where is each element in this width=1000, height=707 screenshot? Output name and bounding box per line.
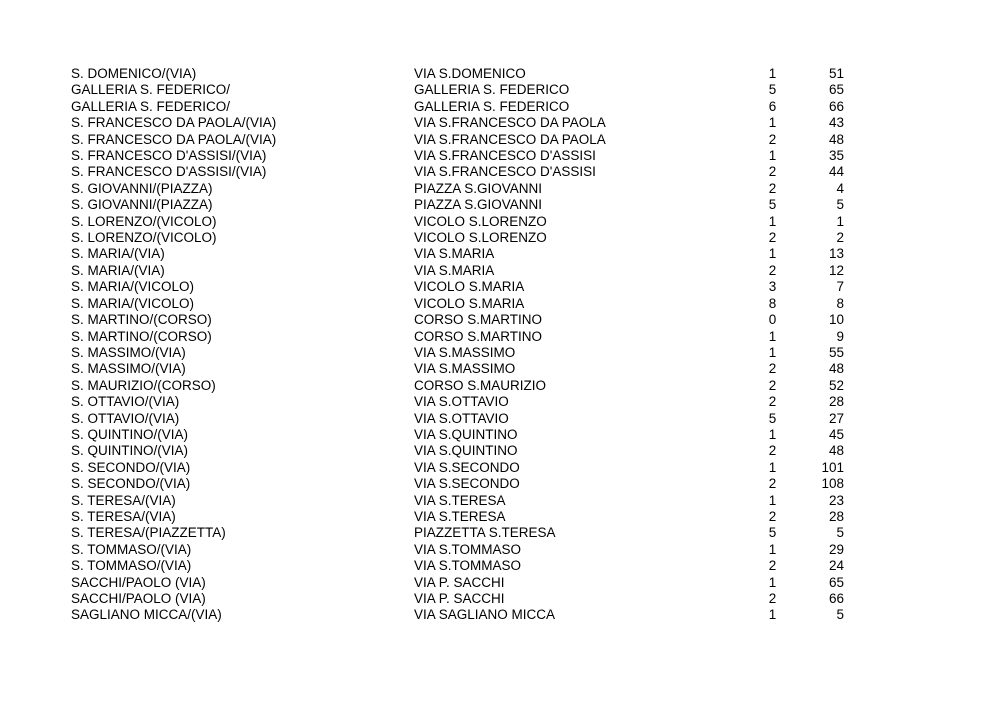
table-row: [71, 542, 858, 558]
table-row: [71, 607, 858, 623]
street-name-cell: S. MAURIZIO/(CORSO): [71, 377, 216, 393]
street-name-cell: S. MARIA/(VIA): [71, 262, 165, 278]
street-name-cell: S. SECONDO/(VIA): [71, 476, 191, 492]
number-a-cell: 1: [768, 115, 777, 131]
table-row: [71, 132, 858, 148]
number-a-cell: 1: [768, 66, 777, 81]
number-a-cell: 6: [768, 98, 777, 114]
number-a-cell: 1: [768, 607, 777, 623]
street-address-cell: VIA S.FRANCESCO DA PAOLA: [414, 131, 606, 147]
street-address-cell: VIA S.TOMMASO: [414, 558, 522, 574]
number-a-cell: 3: [768, 279, 777, 295]
table-row: [71, 82, 858, 98]
table-row: [71, 66, 858, 82]
number-a-cell: 1: [768, 492, 777, 508]
street-address-cell: VIA S.MARIA: [414, 262, 495, 278]
table-row: [71, 361, 858, 377]
street-name-cell: S. TOMMASO/(VIA): [71, 541, 192, 557]
table-row: [71, 591, 858, 607]
table-row: [71, 296, 858, 312]
street-address-cell: VIA S.OTTAVIO: [414, 394, 509, 410]
street-address-cell: VIA S.TOMMASO: [414, 541, 522, 557]
table-row: [71, 509, 858, 525]
number-b-cell: 2: [836, 230, 844, 246]
number-b-cell: 65: [828, 574, 844, 590]
street-name-cell: S. LORENZO/(VICOLO): [71, 230, 217, 246]
number-a-cell: 2: [768, 591, 777, 606]
number-a-cell: 1: [768, 459, 777, 475]
table-row: [71, 115, 858, 131]
street-name-cell: SACCHI/PAOLO (VIA): [71, 574, 206, 590]
street-name-cell: GALLERIA S. FEDERICO/: [71, 98, 231, 114]
table-row: [71, 575, 858, 591]
table-row: [71, 99, 858, 115]
number-b-cell: 48: [828, 361, 844, 377]
table-row: [71, 263, 858, 279]
table-row: [71, 460, 858, 476]
street-name-cell: S. MARIA/(VICOLO): [71, 295, 195, 311]
number-b-cell: 29: [828, 541, 844, 557]
street-address-cell: VICOLO S.LORENZO: [414, 213, 547, 229]
street-name-cell: S. GIOVANNI/(PIAZZA): [71, 197, 213, 213]
number-b-cell: 5: [836, 197, 844, 213]
street-name-cell: S. MARIA/(VICOLO): [71, 279, 195, 295]
table-row: [71, 148, 858, 164]
number-b-cell: 44: [828, 164, 844, 180]
street-name-cell: S. FRANCESCO DA PAOLA/(VIA): [71, 131, 277, 147]
number-a-cell: 2: [768, 476, 777, 492]
table-row: [71, 197, 858, 213]
number-a-cell: 2: [768, 230, 777, 246]
street-address-cell: VIA SAGLIANO MICCA: [414, 607, 556, 623]
number-a-cell: 2: [768, 262, 777, 278]
number-b-cell: 45: [828, 426, 844, 442]
street-name-cell: S. DOMENICO/(VIA): [71, 66, 197, 81]
number-a-cell: 2: [768, 131, 777, 147]
number-b-cell: 9: [836, 328, 844, 344]
number-a-cell: 5: [768, 525, 777, 541]
table-row: [71, 378, 858, 394]
street-address-cell: PIAZZETTA S.TERESA: [414, 525, 556, 541]
number-b-cell: 66: [828, 591, 844, 606]
street-address-cell: VIA S.TERESA: [414, 492, 506, 508]
number-a-cell: 2: [768, 508, 777, 524]
number-a-cell: 1: [768, 574, 777, 590]
street-address-cell: VIA S.MASSIMO: [414, 361, 516, 377]
number-b-cell: 35: [828, 148, 844, 164]
number-b-cell: 65: [828, 82, 844, 98]
table-row: [71, 279, 858, 295]
table-row: [71, 443, 858, 459]
number-b-cell: 108: [821, 476, 844, 492]
street-name-cell: S. TERESA/(PIAZZETTA): [71, 525, 226, 541]
street-name-cell: S. SECONDO/(VIA): [71, 459, 191, 475]
number-a-cell: 8: [768, 295, 777, 311]
number-a-cell: 2: [768, 164, 777, 180]
street-address-cell: CORSO S.MARTINO: [414, 312, 543, 328]
table-row: [71, 246, 858, 262]
street-address-cell: VIA S.TERESA: [414, 508, 506, 524]
street-name-cell: S. FRANCESCO D'ASSISI/(VIA): [71, 164, 267, 180]
table-row: [71, 394, 858, 410]
number-b-cell: 13: [828, 246, 844, 262]
table-row: [71, 312, 858, 328]
table-row: [71, 476, 858, 492]
street-address-cell: PIAZZA S.GIOVANNI: [414, 180, 543, 196]
street-name-cell: S. QUINTINO/(VIA): [71, 426, 189, 442]
street-name-cell: S. QUINTINO/(VIA): [71, 443, 189, 459]
number-b-cell: 66: [828, 98, 844, 114]
table-row: [71, 329, 858, 345]
table-row: [71, 181, 858, 197]
number-b-cell: 28: [828, 508, 844, 524]
street-name-cell: S. MARTINO/(CORSO): [71, 328, 212, 344]
street-name-cell: SACCHI/PAOLO (VIA): [71, 591, 206, 606]
street-list-body: [71, 66, 858, 624]
street-address-cell: VIA S.QUINTINO: [414, 426, 518, 442]
street-address-cell: GALLERIA S. FEDERICO: [414, 82, 570, 98]
number-a-cell: 2: [768, 394, 777, 410]
number-b-cell: 48: [828, 131, 844, 147]
street-name-cell: GALLERIA S. FEDERICO/: [71, 82, 231, 98]
street-address-cell: VIA S.MARIA: [414, 246, 495, 262]
number-a-cell: 2: [768, 180, 777, 196]
street-address-cell: VIA P. SACCHI: [414, 591, 505, 606]
street-name-cell: S. OTTAVIO/(VIA): [71, 394, 180, 410]
street-name-cell: S. MASSIMO/(VIA): [71, 361, 186, 377]
table-row: [71, 525, 858, 541]
street-address-cell: VIA S.FRANCESCO DA PAOLA: [414, 115, 606, 131]
number-b-cell: 27: [828, 410, 844, 426]
number-a-cell: 2: [768, 361, 777, 377]
table-row: [71, 164, 858, 180]
street-address-cell: VICOLO S.LORENZO: [414, 230, 547, 246]
number-b-cell: 4: [836, 180, 844, 196]
number-a-cell: 1: [768, 213, 777, 229]
street-address-cell: VIA S.FRANCESCO D'ASSISI: [414, 148, 596, 164]
number-b-cell: 12: [828, 262, 844, 278]
number-a-cell: 1: [768, 541, 777, 557]
number-a-cell: 1: [768, 328, 777, 344]
table-row: [71, 558, 858, 574]
street-address-cell: CORSO S.MAURIZIO: [414, 377, 547, 393]
street-name-cell: S. MARIA/(VIA): [71, 246, 165, 262]
number-a-cell: 1: [768, 344, 777, 360]
number-a-cell: 2: [768, 443, 777, 459]
street-name-cell: S. MARTINO/(CORSO): [71, 312, 212, 328]
number-b-cell: 51: [828, 66, 844, 81]
street-name-cell: S. TERESA/(VIA): [71, 508, 176, 524]
number-a-cell: 0: [768, 312, 777, 328]
street-name-cell: S. FRANCESCO D'ASSISI/(VIA): [71, 148, 267, 164]
number-b-cell: 7: [836, 279, 844, 295]
street-address-cell: VICOLO S.MARIA: [414, 295, 525, 311]
number-a-cell: 2: [768, 377, 777, 393]
number-b-cell: 55: [828, 344, 844, 360]
street-name-cell: S. LORENZO/(VICOLO): [71, 213, 217, 229]
number-b-cell: 43: [828, 115, 844, 131]
street-address-cell: VIA S.MASSIMO: [414, 344, 516, 360]
street-address-cell: VIA P. SACCHI: [414, 574, 505, 590]
number-b-cell: 10: [828, 312, 844, 328]
street-address-cell: CORSO S.MARTINO: [414, 328, 543, 344]
number-b-cell: 28: [828, 394, 844, 410]
street-list-table: [71, 66, 858, 624]
street-name-cell: S. OTTAVIO/(VIA): [71, 410, 180, 426]
street-address-cell: GALLERIA S. FEDERICO: [414, 98, 570, 114]
table-row: [71, 427, 858, 443]
number-a-cell: 5: [768, 410, 777, 426]
street-address-cell: VIA S.SECONDO: [414, 476, 520, 492]
number-b-cell: 48: [828, 443, 844, 459]
table-row: [71, 411, 858, 427]
table-row: [71, 230, 858, 246]
number-a-cell: 5: [768, 197, 777, 213]
number-a-cell: 1: [768, 246, 777, 262]
number-b-cell: 8: [836, 295, 844, 311]
street-name-cell: S. TERESA/(VIA): [71, 492, 176, 508]
number-a-cell: 1: [768, 148, 777, 164]
street-address-cell: VIA S.DOMENICO: [414, 66, 526, 81]
number-b-cell: 1: [836, 213, 844, 229]
street-address-cell: VIA S.QUINTINO: [414, 443, 518, 459]
number-b-cell: 5: [836, 525, 844, 541]
street-name-cell: S. GIOVANNI/(PIAZZA): [71, 180, 213, 196]
street-name-cell: S. FRANCESCO DA PAOLA/(VIA): [71, 115, 277, 131]
number-a-cell: 1: [768, 426, 777, 442]
number-b-cell: 5: [836, 607, 844, 623]
street-address-cell: VIA S.OTTAVIO: [414, 410, 509, 426]
number-a-cell: 5: [768, 82, 777, 98]
street-address-cell: VIA S.FRANCESCO D'ASSISI: [414, 164, 596, 180]
table-row: [71, 214, 858, 230]
street-address-cell: PIAZZA S.GIOVANNI: [414, 197, 543, 213]
street-address-cell: VICOLO S.MARIA: [414, 279, 525, 295]
number-b-cell: 101: [821, 459, 844, 475]
street-name-cell: S. TOMMASO/(VIA): [71, 558, 192, 574]
street-name-cell: S. MASSIMO/(VIA): [71, 344, 186, 360]
street-name-cell: SAGLIANO MICCA/(VIA): [71, 607, 222, 623]
table-row: [71, 493, 858, 509]
table-row: [71, 345, 858, 361]
number-b-cell: 23: [828, 492, 844, 508]
number-b-cell: 24: [828, 558, 844, 574]
number-a-cell: 2: [768, 558, 777, 574]
street-address-cell: VIA S.SECONDO: [414, 459, 520, 475]
number-b-cell: 52: [828, 377, 844, 393]
